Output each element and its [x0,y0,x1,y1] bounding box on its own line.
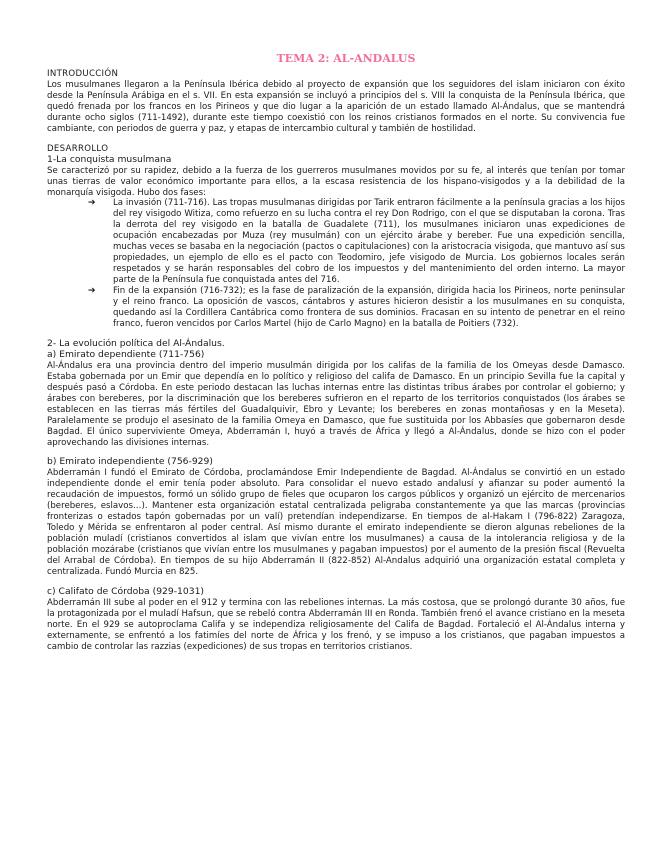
section2c-paragraph: Abderramán III sube al poder en el 912 y termina con las rebeliones internas. La más costosa, que se prolongó durante 30 años, fue la protagonizada por el muladí Hafsun, que se rebeló contra Abderramán III en Ronda. También frenó el avance cristiano en la meseta norte. En el 929 se autoproclama Califa y se independiza religiosamente del Califa de Bagdad. Fortaleció el Al-Ándalus interna y externamente, se enfrentó a los fatimíes del norte de África y los frenó, y se impuso a los cristianos, que pagaban impuestos a cambio de controlar las razzias (expediciones) de sus tropas en territorios cristianos. [47,597,625,652]
section1-bullet-list [47,198,625,329]
desarrollo-heading: DESARROLLO [47,143,109,154]
section1-title: 1-La conquista musulmana [47,153,172,165]
intro-paragraph: Los musulmanes llegaron a la Península Ibérica debido al proyecto de expansión que los seguidores del islam iniciaron con éxito desde la Península Arábiga en el s. VII. En esta expansión se incluyó a principios del s. VIII la conquista de la Península Ibérica, que quedó frenada por los francos en los Pirineos y que dio lugar a la aparición de un estado llamado Al-Ándalus, que se mantendrá durante ocho siglos (711-1492), durante este tiempo coexistió con los reinos cristianos formados en el norte. Su convivencia fue cambiante, con periodos de guerra y paz, y etapas de intercambio cultural y también de hostilidad. [47,79,625,134]
section2b-paragraph: Abderramán I fundó el Emirato de Córdoba, proclamándose Emir Independiente de Bagdad. Al-Ándalus se convirtió en un estado independiente donde el emir tenía poder absoluto. Para consolidar el nuevo estado andalusí y afianzar su poder aumentó la recaudación de impuestos, formó un sólido grupo de fieles que ocuparon los cargos públicos y organizó un ejército de mercenarios (bereberes, eslavos…). Mantener esta organización estatal centralizada peligraba constantemente ya que las marcas (provincias fronterizas o estados tapón gobernadas por un valí) pretendían independizarse. En tiempos de al-Hakam I (796-822) Zaragoza, Toledo y Mérida se enfrentaron al poder central. Así mismo durante el emirato independiente se dieron algunas rebeliones de la población muladí (cristianos convertidos al islam que vivían entre los musulmanes) a causa de la intolerancia religiosa y de la población mozárabe (cristianos que vivían entre los musulmanes y pagaban impuestos) por el aumento de la presión fiscal (Revuelta del Arrabal de Córdoba). En tiempos de su hijo Abderramán II (822-852) Al-Andalus adquirió una organización estatal completa y centralizada. Fundó Murcia en 825. [47,468,625,577]
bullet-text: La invasión (711-716). Las tropas musulmanas dirigidas por Tarik entraron fácilmente a la península gracias a los hijos del rey visigodo Witiza, como refuerzo en su lucha contra el rey Don Rodrigo, con el que se disputaban la corona. Tras la derrota del rey visigodo en la batalla de Guadalete (711), los musulmanes iniciaron unas expediciones de ocupación encabezadas por Muza (rey musulmán) con un ejército árabe y bereber. Fue una expedición sencilla, muchas veces se basaba en la negociación (pactos o capitulaciones) con la aristocracia visigoda, que mantuvo así sus propiedades, un ejemplo de ello es el pacto con Teodomiro, jefe visigodo de Murcia. Los gobiernos locales serán respetados y se harán responsables del cobro de los impuestos y del mantenimiento del orden interno. La mayor parte de la Península fue conquistada antes del 716. [113,198,625,286]
document-title: TEMA 2: AL-ANDALUS [276,52,416,65]
section2a-paragraph: Al-Ándalus era una provincia dentro del imperio musulmán dirigida por los califas de la familia de los Omeyas desde Damasco. Estaba gobernada por un Emir que dependía en lo político y religioso del califa de Damasco. En un principio Sevilla fue la capital y después pasó a Córdoba. En este periodo destacan las luchas internas entre las distintas tribus árabes por controlar el gobierno; y árabes con bereberes, por la discriminación que los bereberes sufrieron en el reparto de los territorios conquistados (los árabes se establecen en las tierras más fértiles del Guadalquivir, Ebro y Levante; los bereberes en zonas montañosas y en la Meseta). Paralelamente se produjo el asesinato de la familia Omeya en Damasco, que fue sustituida por los Abbasíes que gobernaron desde Bagdad. El único superviviente Omeya, Abderramán I, huyó a través de África y llegó a Al-Ándalus, donde se hizo con el poder aprovechando las divisiones internas. [47,360,625,448]
section2c-title: c) Califato de Córdoba (929-1031) [47,585,205,597]
list-item [88,286,625,330]
intro-heading: INTRODUCCIÓN [47,69,119,79]
list-item [88,198,625,286]
arrow-right-icon: ➔ [88,286,96,297]
section2a-title: a) Emirato dependiente (711-756) [47,348,205,360]
section2-title: 2- La evolución política del Al-Ándalus. [47,337,225,349]
bullet-text: Fin de la expansión (716-732); es la fase de paralización de la expansión, dirigida hacia los Pirineos, norte peninsular y el reino franco. La oposición de vascos, cántabros y astures hicieron desistir a los musulmanes en su conquista, quedando así la Cordillera Cantábrica como frontera de sus dominios. Fracasan en su intento de penetrar en el reino franco, fueron vencidos por Carlos Martel (hijo de Carlo Magno) en la batalla de Poitiers (732). [113,286,625,329]
section2b-title: b) Emirato independiente (756-929) [47,456,213,468]
arrow-right-icon: ➔ [88,198,96,209]
section1-paragraph: Se caracterizó por su rapidez, debido a la fuerza de los guerreros musulmanes movidos por su fe, al interés que tenían por tomar unas tierras de valor económico importante para ellos, a la escasa resistencia de los hispano-visigodos y a la debilidad de la monarquía visigoda. Hubo dos fases: [47,165,625,198]
